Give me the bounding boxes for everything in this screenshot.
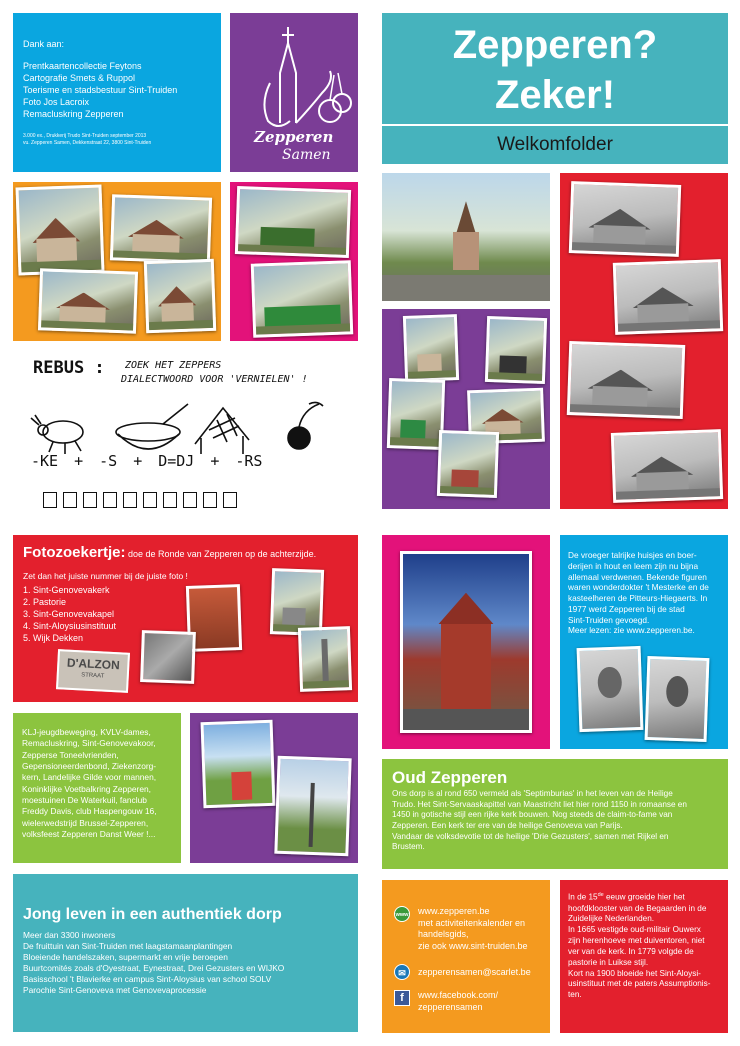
shop-photo (437, 430, 499, 498)
logo-text-samen: Samen (282, 147, 331, 163)
fotozoekertje-intro: Zet dan het juiste nummer bij de juiste foto ! (23, 571, 188, 581)
oud-zepperen-line: 1450 in gotische stijl een rijke kerk bouwen. Nog steeds de claim-to-fame van (392, 810, 673, 820)
rebus-part: D=DJ (158, 452, 195, 470)
century-text-post: eeuw groeide hier het (603, 892, 685, 902)
jong-leven-panel (13, 874, 358, 1032)
clubs-line: wielerwedstrijd Brussel-Zepperen, (22, 817, 149, 828)
century-text-sup: de (597, 892, 604, 898)
postcard-photo (569, 181, 681, 257)
facebook-line: zepperensamen (418, 1001, 483, 1012)
list-item: 2. Pastorie (23, 596, 67, 607)
stone-photo (140, 630, 196, 684)
list-item: 3. Sint-Genovevakapel (23, 608, 115, 619)
fotozoekertje-panel (13, 535, 358, 702)
history-line: De vroeger talrijke huisjes en boer- (568, 550, 697, 560)
history-line: Meer lezen: zie www.zepperen.be. (568, 625, 695, 636)
clubs-line: moestuinen De Waterkuil, fanclub (22, 795, 147, 806)
fotozoekertje-title-suffix: doe de Ronde van Zepperen op de achterzijde. (125, 549, 317, 559)
mail-icon: ✉ (394, 964, 410, 980)
oud-zepperen-line: Ons dorp is al rond 650 vermeld als 'Septimburias' in het leven van de Heilige (392, 789, 673, 798)
answer-box[interactable] (163, 492, 177, 508)
clubs-line: Koninklijke Voetbalkring Zepperen, (22, 783, 151, 794)
houses-photo-panel (13, 182, 221, 341)
history-line: Sint-Truiden gevoegd. (568, 614, 650, 625)
print-info (23, 133, 151, 147)
rebus-title: REBUS : (33, 358, 105, 378)
shop-photo (485, 316, 547, 384)
title-line-2: Zeker! (494, 73, 616, 117)
postcard-photo (611, 429, 723, 503)
facebook-link[interactable]: www.facebook.com/ (418, 990, 499, 1000)
print-info-line: vu. Zepperen Samen, Dekkenstraat 22, 3800 Sint-Truiden (23, 140, 152, 146)
shop-photo (403, 314, 459, 382)
web-icon: www (394, 906, 410, 922)
rebus-part: + (74, 452, 84, 470)
list-item: 4. Sint-Aloysiusinstituut (23, 620, 117, 631)
answer-box[interactable] (223, 492, 237, 508)
website-row[interactable] (394, 906, 528, 953)
oud-zepperen-line: Vandaar de volksdevotie tot de heilige 'Drie Gezusters', samen met Rijkel en (392, 831, 669, 841)
clubs-line: volksfeest Zepperen Danst Weer !... (22, 829, 156, 840)
clubs-line: kern, Landelijke Gilde voor mannen, (22, 772, 157, 783)
logo-panel (230, 13, 358, 172)
century-line: hoofdklooster van de Begaarden in de (568, 903, 707, 913)
rebus-instruction-1: ZOEK HET ZEPPERS (125, 360, 222, 371)
credit-line: Toerisme en stadsbestuur Sint-Truiden (23, 84, 178, 95)
answer-box[interactable] (43, 492, 57, 508)
answer-box[interactable] (203, 492, 217, 508)
cherry-icon (288, 402, 323, 449)
shops-photo-panel (382, 309, 550, 509)
street-sign-line-2: STRAAT (80, 672, 105, 680)
century-panel (560, 880, 728, 1033)
lamp-photo (298, 626, 352, 692)
answer-box[interactable] (183, 492, 197, 508)
website-line: zie ook www.sint-truiden.be (418, 941, 528, 952)
people-photo-panel (230, 182, 358, 341)
street-photo (110, 194, 212, 263)
website-line: handelsgids, (418, 929, 469, 940)
jong-leven-line: Parochie Sint-Genoveva met Genovevaprocessie (23, 984, 207, 995)
answer-box[interactable] (83, 492, 97, 508)
century-line: usinstituut met de paters Assumptionis- (568, 979, 711, 989)
jong-leven-line: Basisschool 't Blavierke en campus Sint-Aloysius van school SOLV (23, 973, 272, 984)
contact-panel (382, 880, 550, 1033)
beetle-icon (31, 415, 83, 454)
street-sign (56, 649, 130, 693)
list-item: 1. Sint-Genovevakerk (23, 585, 110, 595)
portrait-photo (577, 646, 644, 732)
century-line (568, 892, 710, 904)
house-photo (15, 185, 104, 276)
rebus-part: -S (99, 452, 118, 470)
logo-text-zepperen: Zepperen (254, 128, 334, 146)
credits-panel (13, 13, 221, 172)
credit-line: Prentkaartencollectie Feytons (23, 61, 142, 71)
clubs-line: Gepensioneerdenbond, Ziekenzorg- (22, 761, 157, 772)
jong-leven-line: Meer dan 3300 inwoners (23, 930, 116, 940)
postcards-panel (560, 173, 728, 509)
title-panel (382, 13, 728, 133)
credits-lines (23, 61, 177, 120)
rebus-part: -KE (31, 452, 59, 470)
soup-bowl-icon (116, 404, 188, 449)
title-line-1: Zepperen? (452, 23, 658, 67)
clubs-line: Remacluskring, Sint-Genovevakoor, (22, 738, 156, 749)
website-text (418, 906, 528, 953)
credits-heading: Dank aan: (23, 39, 65, 49)
oud-zepperen-line: Zepperen. Een kerk ter ere van de heilige Genoveva van Parijs. (392, 820, 623, 830)
century-text-pre: In de 15 (568, 892, 598, 902)
clubs-line: KLJ-jeugdbeweging, KVLV-dames, (22, 727, 151, 737)
answer-box[interactable] (103, 492, 117, 508)
fotozoekertje-heading (23, 544, 316, 562)
email-row[interactable] (394, 964, 531, 980)
rebus-part: -RS (235, 452, 263, 470)
postcard-photo (613, 259, 723, 335)
jong-leven-title: Jong leven in een authentiek dorp (23, 906, 282, 923)
facebook-row[interactable] (394, 990, 498, 1013)
answer-box[interactable] (63, 492, 77, 508)
jong-leven-line: Bloeiende handelszaken, supermarkt en vrije beroepen (23, 951, 228, 962)
history-line: 1977 werd Zepperen bij de stad (568, 603, 685, 614)
mailbox-photo (270, 568, 324, 636)
jong-leven-line: Buurtcomités zoals d'Oyestraat, Eynestraat, Drei Gezusters en WIJKO (23, 962, 285, 973)
clubs-line: Zepperse Toneelvrienden, (22, 749, 119, 760)
oud-zepperen-line: Trudo. Het Sint-Servaaskapittel van Maastricht liet hier rond 1150 in romaanse en (392, 799, 687, 809)
century-line: Kort na 1900 bloeide het Sint-Aloysi- (568, 968, 701, 978)
history-line: kasteelheren de Pitteurs-Hiegaerts. In (568, 593, 708, 604)
oud-zepperen-text (392, 789, 687, 853)
century-line: zijn herenhoeve met duiventoren, niet (568, 936, 705, 946)
answer-box[interactable] (143, 492, 157, 508)
rebus-formula (31, 452, 262, 470)
rebus-instruction-2: DIALECTWOORD VOOR 'VERNIELEN' ! (121, 374, 308, 385)
century-text (568, 892, 710, 1001)
century-line: Zuidelijke Nederlanden. (568, 914, 655, 924)
signpost-photo (274, 756, 351, 857)
history-line: waren wonderdokter 't Mesterke en de (568, 582, 709, 593)
house-photo (38, 268, 138, 333)
facebook-text (418, 990, 498, 1013)
list-item: 5. Wijk Dekken (23, 632, 84, 643)
postcard-photo (567, 341, 686, 419)
century-line: pastorie in Luikse stijl. (568, 957, 649, 967)
street-sign-line-1: D'ALZON (66, 655, 121, 673)
playground-photo-panel (190, 713, 358, 863)
clubs-line: Freddy Davis, club Haspengouw 16, (22, 806, 157, 817)
print-info-line: 3.000 ex., Drukkerij Trudo Sint-Truiden september 2013 (23, 133, 147, 139)
century-line: In 1665 vestigde oud-militair Ouwerx (568, 925, 701, 935)
fotozoekertje-title: Fotozoekertje: (23, 544, 126, 561)
website-line: met activiteitenkalender en (418, 917, 526, 928)
oud-zepperen-panel (382, 759, 728, 869)
chapel-photo-panel (382, 535, 550, 749)
email-link[interactable]: zepperensamen@scarlet.be (418, 967, 531, 977)
portrait-photo (645, 656, 710, 742)
subtitle-welkomfolder: Welkomfolder (497, 134, 613, 155)
century-line: ver van de kerk. In 1779 volgde de (568, 946, 694, 956)
history-line: derijen in hout en leem zijn nu bijna (568, 560, 699, 571)
house-photo (144, 259, 216, 333)
credit-line: Remacluskring Zepperen (23, 108, 124, 119)
oud-zepperen-title: Oud Zepperen (392, 768, 508, 787)
oud-zepperen-line: Brustem. (392, 842, 425, 852)
answer-box[interactable] (123, 492, 137, 508)
church-street-photo (382, 173, 550, 301)
history-text (568, 550, 709, 636)
rebus-panel (13, 346, 358, 521)
jong-leven-line: De fruittuin van Sint-Truiden met laagstamaanplantingen (23, 940, 233, 951)
website-link[interactable]: www.zepperen.be (418, 906, 490, 916)
group-photo (251, 260, 354, 337)
fotozoekertje-list (23, 585, 116, 644)
facebook-icon: f (394, 990, 410, 1006)
chapel-photo (400, 551, 532, 733)
clubs-text (22, 727, 157, 840)
jong-leven-text (23, 930, 284, 996)
tractor-photo (235, 186, 351, 258)
shop-photo (387, 378, 445, 450)
history-panel (560, 535, 728, 749)
clubs-panel (13, 713, 181, 863)
subtitle-panel (382, 124, 728, 164)
credit-line: Cartografie Smets & Ruppol (23, 72, 136, 83)
history-line: allemaal verdwenen. Bekende figuren (568, 571, 707, 582)
credit-line: Foto Jos Lacroix (23, 96, 90, 107)
rebus-part: + (133, 452, 143, 470)
playground-photo (201, 720, 276, 808)
century-line: ten. (568, 990, 582, 1000)
roof-house-icon (195, 408, 249, 454)
rebus-part: + (210, 452, 220, 470)
